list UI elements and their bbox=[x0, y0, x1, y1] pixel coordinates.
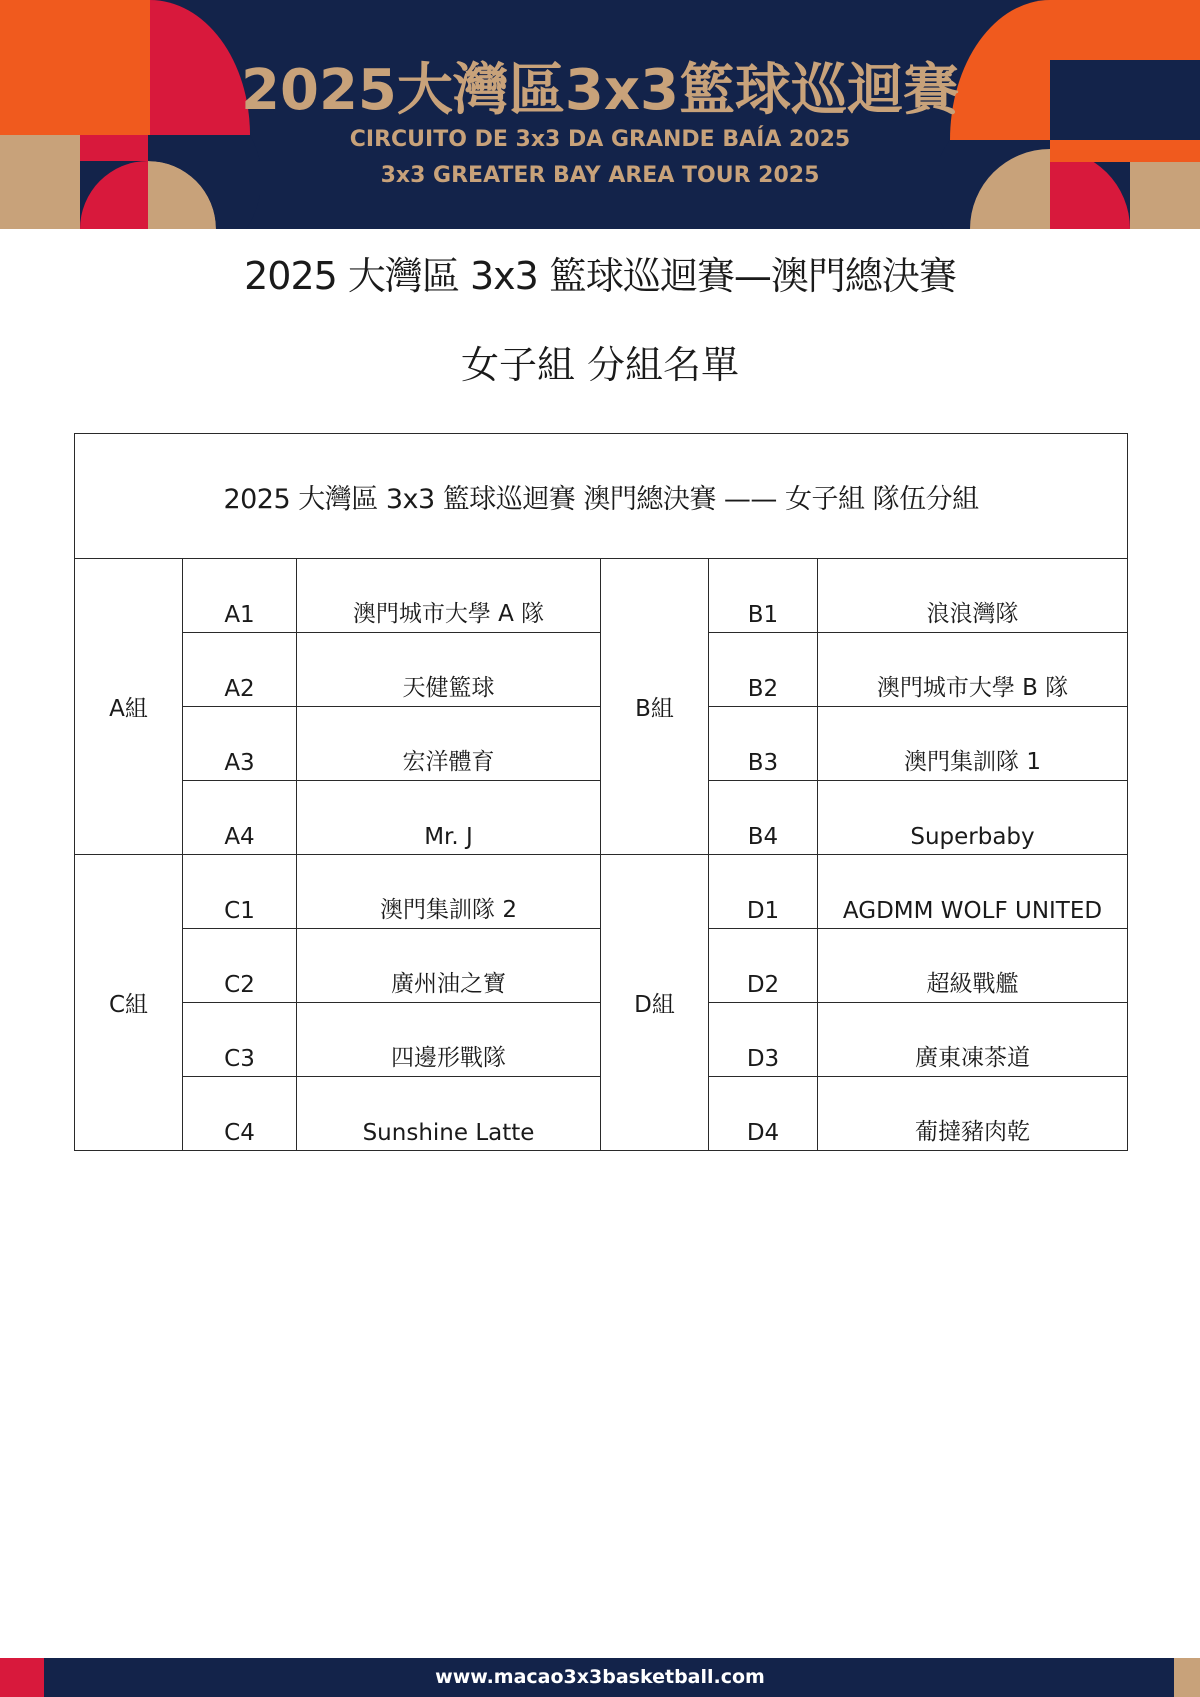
footer-website-url: www.macao3x3basketball.com bbox=[435, 1666, 765, 1688]
team-name: Sunshine Latte bbox=[297, 1077, 601, 1151]
team-name: 澳門集訓隊 2 bbox=[297, 855, 601, 929]
team-name: 四邊形戰隊 bbox=[297, 1003, 601, 1077]
banner-title: 2025大灣區3x3籃球巡迴賽 bbox=[241, 58, 959, 123]
group-label-a: A組 bbox=[75, 559, 183, 855]
team-seed: D1 bbox=[709, 855, 818, 929]
group-label-c: C組 bbox=[75, 855, 183, 1151]
banner-subtitle-pt: CIRCUITO DE 3x3 DA GRANDE BAÍA 2025 bbox=[349, 127, 851, 152]
team-seed: D2 bbox=[709, 929, 818, 1003]
team-seed: D3 bbox=[709, 1003, 818, 1077]
table-caption: 2025 大灣區 3x3 籃球巡迴賽 澳門總決賽 —— 女子組 隊伍分組 bbox=[75, 434, 1128, 559]
team-seed: B3 bbox=[709, 707, 818, 781]
team-name: 天健籃球 bbox=[297, 633, 601, 707]
team-name: 澳門集訓隊 1 bbox=[818, 707, 1128, 781]
team-seed: C1 bbox=[183, 855, 297, 929]
group-label-b: B組 bbox=[601, 559, 709, 855]
header-banner bbox=[0, 0, 1200, 229]
team-name: 超級戰艦 bbox=[818, 929, 1128, 1003]
team-seed: A2 bbox=[183, 633, 297, 707]
group-roster-table bbox=[74, 433, 1128, 1151]
table-caption-row bbox=[75, 434, 1128, 559]
team-seed: A4 bbox=[183, 781, 297, 855]
table-row bbox=[75, 855, 1128, 929]
banner-subtitle-en: 3x3 GREATER BAY AREA TOUR 2025 bbox=[380, 163, 820, 188]
team-seed: B2 bbox=[709, 633, 818, 707]
team-seed: A3 bbox=[183, 707, 297, 781]
team-name: Superbaby bbox=[818, 781, 1128, 855]
team-seed: B1 bbox=[709, 559, 818, 633]
team-name: 廣東凍茶道 bbox=[818, 1003, 1128, 1077]
team-seed: C3 bbox=[183, 1003, 297, 1077]
group-label-d: D組 bbox=[601, 855, 709, 1151]
team-name: 浪浪灣隊 bbox=[818, 559, 1128, 633]
team-name: Mr. J bbox=[297, 781, 601, 855]
team-name: 葡撻豬肉乾 bbox=[818, 1077, 1128, 1151]
table-row bbox=[75, 559, 1128, 633]
team-name: 宏洋體育 bbox=[297, 707, 601, 781]
footer-bar bbox=[0, 1658, 1200, 1697]
team-name: 澳門城市大學 A 隊 bbox=[297, 559, 601, 633]
team-seed: C2 bbox=[183, 929, 297, 1003]
page-subtitle: 女子組 分組名單 bbox=[460, 343, 740, 387]
team-name: 澳門城市大學 B 隊 bbox=[818, 633, 1128, 707]
team-seed: A1 bbox=[183, 559, 297, 633]
team-seed: C4 bbox=[183, 1077, 297, 1151]
team-seed: D4 bbox=[709, 1077, 818, 1151]
team-name: 廣州油之寶 bbox=[297, 929, 601, 1003]
team-name: AGDMM WOLF UNITED bbox=[818, 855, 1128, 929]
team-seed: B4 bbox=[709, 781, 818, 855]
page-title: 2025 大灣區 3x3 籃球巡迴賽—澳門總決賽 bbox=[244, 254, 956, 298]
